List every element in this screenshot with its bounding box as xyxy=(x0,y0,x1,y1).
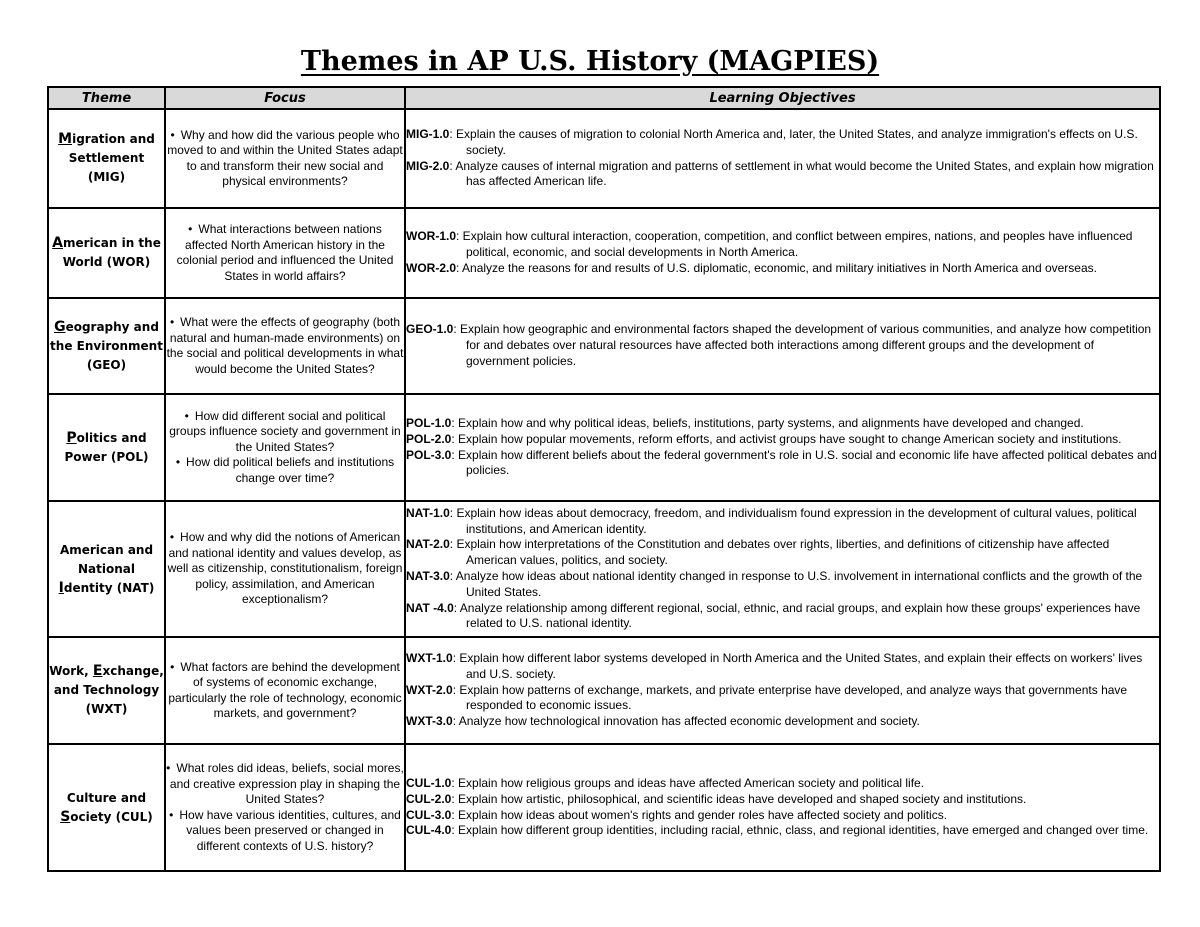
objectives-cell xyxy=(405,744,1160,871)
theme-cell xyxy=(48,208,165,298)
objective-text: : Analyze how technological innovation has affected economic development and society. xyxy=(452,714,920,729)
objectives-cell xyxy=(405,298,1160,394)
focus-cell xyxy=(165,208,405,298)
learning-objective xyxy=(406,229,1159,261)
objective-text: : Explain the causes of migration to colonial North America and, later, the United States, and analyze immigration's effects on U.S. society. xyxy=(449,126,1138,157)
objective-text: : Explain how ideas about women's rights and gender roles have affected society and politics. xyxy=(451,807,948,822)
objective-text: : Explain how religious groups and ideas have affected American society and political life. xyxy=(451,775,925,790)
objective-code: POL-1.0 xyxy=(406,415,452,430)
theme-cell xyxy=(48,744,165,871)
focus-list xyxy=(166,222,404,284)
objective-text: : Analyze the reasons for and results of U.S. diplomatic, economic, and military initiatives in North America and overseas. xyxy=(456,260,1097,275)
theme-initial: I xyxy=(58,579,64,596)
objective-code: CUL-2.0 xyxy=(406,791,452,806)
header-focus: Focus xyxy=(165,87,405,109)
learning-objective xyxy=(406,569,1159,601)
focus-question: • How and why did the notions of American and national identity and values develop, as well as citizenship, constitutionalism, foreign policy, assimilation, and American exceptionalism? xyxy=(166,530,404,608)
focus-question: • What factors are behind the development of systems of economic exchange, particularly the role of technology, economic markets, and government? xyxy=(166,660,404,722)
table-row xyxy=(48,501,1160,637)
objective-code: NAT -4.0 xyxy=(406,600,454,615)
table-row xyxy=(48,208,1160,298)
theme-cell xyxy=(48,109,165,208)
theme-initial: P xyxy=(66,429,77,446)
objective-text: : Analyze relationship among different regional, social, ethnic, and racial groups, and explain how these groups' experiences have related to U.S. national identity. xyxy=(453,600,1141,631)
theme-prefix: Culture and xyxy=(66,790,147,805)
objective-code: WXT-3.0 xyxy=(406,714,453,729)
objective-text: : Explain how interpretations of the Constitution and debates over rights, liberties, and definitions of citizenship have affected American values, politics, and society. xyxy=(449,537,1110,568)
focus-cell xyxy=(165,744,405,871)
theme-name: eography and the Environment (GEO) xyxy=(50,319,163,372)
objectives-cell xyxy=(405,208,1160,298)
focus-question: • What roles did ideas, beliefs, social mores, and creative expression play in shaping the United States? xyxy=(166,761,404,808)
objective-code: WXT-2.0 xyxy=(406,682,453,697)
table-row xyxy=(48,298,1160,394)
objective-code: CUL-4.0 xyxy=(406,823,452,838)
learning-objective xyxy=(406,506,1159,538)
theme-cell xyxy=(48,394,165,501)
learning-objective xyxy=(406,601,1159,633)
theme-cell xyxy=(48,637,165,744)
focus-question: • Why and how did the various people who moved to and within the United States adapt to and transform their new social and physical environments? xyxy=(166,128,404,190)
page-title: Themes in AP U.S. History (MAGPIES) xyxy=(300,46,880,77)
objective-text: : Analyze causes of internal migration and patterns of settlement in what would become the United States, and explain how migration has affected American life. xyxy=(449,158,1154,189)
objective-code: CUL-1.0 xyxy=(406,775,452,790)
objective-code: NAT-3.0 xyxy=(406,569,450,583)
focus-list xyxy=(166,128,404,190)
focus-list xyxy=(166,660,404,722)
theme-cell xyxy=(48,501,165,637)
objectives-cell xyxy=(405,394,1160,501)
theme-initial: G xyxy=(54,318,66,335)
objective-text: : Explain how different labor systems developed in North America and the United States, and explain their effects on workers' lives and U.S. society. xyxy=(452,651,1143,681)
focus-cell xyxy=(165,394,405,501)
header-theme: Theme xyxy=(48,87,165,109)
objective-text: : Explain how popular movements, reform efforts, and activist groups have sought to change American society and institutions. xyxy=(451,431,1122,446)
learning-objective xyxy=(406,322,1159,369)
theme-initial: S xyxy=(60,808,71,825)
learning-objective xyxy=(406,261,1159,277)
theme-name: olitics and Power (POL) xyxy=(64,430,149,464)
focus-cell xyxy=(165,637,405,744)
objective-code: POL-2.0 xyxy=(406,431,452,446)
learning-objective xyxy=(406,776,1159,792)
learning-objective xyxy=(406,448,1159,480)
focus-question: • How did different social and political groups influence society and government in the United States? xyxy=(166,409,404,456)
theme-prefix: American and National xyxy=(59,542,154,576)
theme-name: merican in the World (WOR) xyxy=(62,236,161,269)
learning-objective xyxy=(406,792,1159,808)
header-learning-objectives: Learning Objectives xyxy=(405,87,1160,109)
objective-text: : Explain how artistic, philosophical, and scientific ideas have developed and shaped society and institutions. xyxy=(451,791,1027,806)
theme-cell xyxy=(48,298,165,394)
objectives-cell xyxy=(405,501,1160,637)
table-row xyxy=(48,394,1160,501)
focus-list xyxy=(166,409,404,487)
objective-code: CUL-3.0 xyxy=(406,807,452,822)
focus-question: • What were the effects of geography (both natural and human-made environments) on the social and political developments in what would become the United States? xyxy=(166,315,404,377)
focus-list xyxy=(166,315,404,377)
objective-text: : Explain how different group identities, including racial, ethnic, class, and regional identities, have emerged and changed over time. xyxy=(451,823,1149,838)
objective-code: POL-3.0 xyxy=(406,447,452,462)
learning-objective xyxy=(406,714,1159,730)
focus-list xyxy=(166,761,404,854)
objective-code: WXT-1.0 xyxy=(406,651,453,665)
focus-cell xyxy=(165,109,405,208)
theme-initial: M xyxy=(58,131,73,147)
theme-name: ociety (CUL) xyxy=(70,809,153,824)
objective-code: WOR-1.0 xyxy=(406,229,457,244)
theme-name: igration and Settlement (MIG) xyxy=(68,132,155,184)
theme-name: xchange, and Technology (WXT) xyxy=(53,664,164,716)
objectives-cell xyxy=(405,637,1160,744)
learning-objective xyxy=(406,823,1159,839)
objective-text: : Explain how and why political ideas, beliefs, institutions, party systems, and alignments have developed and changed. xyxy=(451,415,1084,430)
focus-cell xyxy=(165,298,405,394)
objective-code: WOR-2.0 xyxy=(406,260,457,275)
table-row xyxy=(48,109,1160,208)
objective-code: NAT-2.0 xyxy=(406,537,450,552)
objective-code: NAT-1.0 xyxy=(406,505,450,520)
focus-cell xyxy=(165,501,405,637)
theme-initial: A xyxy=(52,235,63,251)
learning-objective xyxy=(406,683,1159,715)
focus-question: • How have various identities, cultures, and values been preserved or changed in different contexts of U.S. history? xyxy=(166,808,404,855)
learning-objective xyxy=(406,808,1159,824)
table-row xyxy=(48,637,1160,744)
learning-objective xyxy=(406,432,1159,448)
objective-text: : Explain how ideas about democracy, freedom, and individualism found expression in the development of cultural values, political institutions, and American identity. xyxy=(449,505,1137,536)
theme-name: dentity (NAT) xyxy=(63,580,155,595)
learning-objective xyxy=(406,651,1159,683)
focus-question: • What interactions between nations affected North American history in the colonial period and influenced the United States in world affairs? xyxy=(166,222,404,284)
header-row xyxy=(48,87,1160,109)
learning-objective xyxy=(406,159,1159,191)
objective-text: : Explain how cultural interaction, cooperation, competition, and conflict between empires, nations, and peoples have influenced political, economic, and social developments in North America. xyxy=(456,229,1133,260)
learning-objective xyxy=(406,537,1159,569)
learning-objective xyxy=(406,416,1159,432)
objective-text: : Explain how different beliefs about the federal government's role in U.S. social and economic life have affected political debates and policies. xyxy=(451,447,1157,478)
themes-table xyxy=(47,86,1161,872)
table-row xyxy=(48,744,1160,871)
learning-objective xyxy=(406,127,1159,159)
theme-prefix: Work, xyxy=(49,664,93,678)
objective-text: : Explain how patterns of exchange, markets, and private enterprise have developed, and analyze ways that governments have responded to economic issues. xyxy=(452,682,1128,713)
objective-code: MIG-1.0 xyxy=(406,126,450,141)
focus-list xyxy=(166,530,404,608)
objective-code: MIG-2.0 xyxy=(406,158,450,173)
focus-question: • How did political beliefs and institutions change over time? xyxy=(166,455,404,486)
objectives-cell xyxy=(405,109,1160,208)
theme-initial: E xyxy=(92,663,103,679)
objective-text: : Explain how geographic and environmental factors shaped the development of various communities, and analyze how competition for and debates over natural resources have affected both interactions among different groups and the development of government policies. xyxy=(453,322,1152,368)
objective-text: : Analyze how ideas about national identity changed in response to U.S. involvement in international conflicts and the growth of the United States. xyxy=(449,569,1143,599)
objective-code: GEO-1.0 xyxy=(406,322,454,337)
